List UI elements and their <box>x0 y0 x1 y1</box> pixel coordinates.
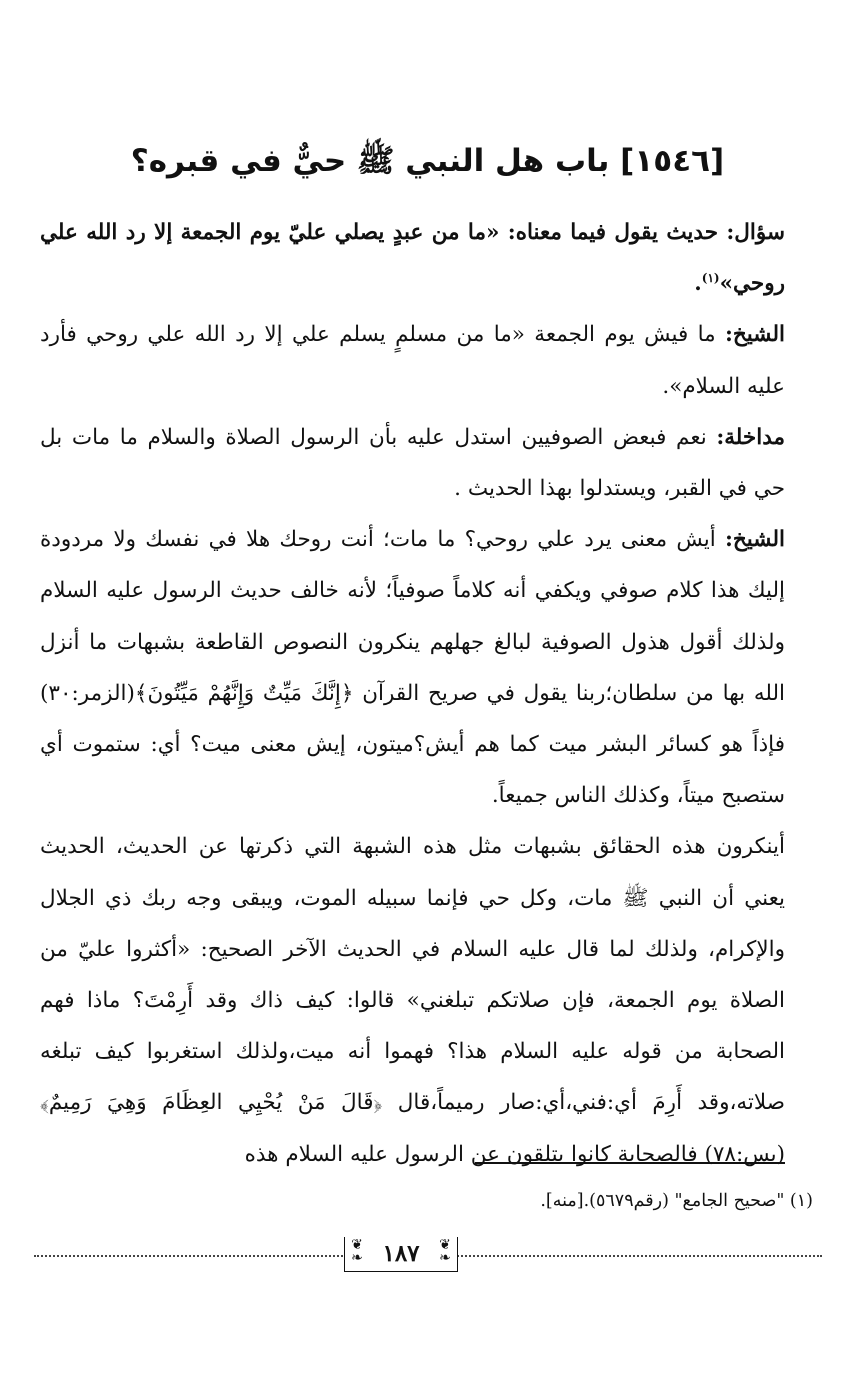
ornament-icon: ❦ ❧ <box>351 1237 363 1266</box>
main-text <box>40 207 815 1180</box>
footnote-separator <box>475 1162 785 1164</box>
page-number: ١٨٧ <box>382 1240 420 1267</box>
speaker-label: الشيخ: <box>724 527 785 553</box>
footnote: (١) "صحيح الجامع" (رقم٥٦٧٩).[منه]. <box>540 1191 813 1211</box>
chapter-title: [١٥٤٦] باب هل النبي ﷺ حيٌّ في قبره؟ <box>130 143 725 179</box>
speaker-label: مداخلة: <box>716 424 785 450</box>
answer-paragraph <box>40 309 815 411</box>
paragraph-text: ما فيش يوم الجمعة «ما من مسلمٍ يسلم علي إلا رد الله علي روحي فأرد عليه السلام». <box>40 322 785 399</box>
paragraph-text: حديث يقول فيما معناه: «ما من عبدٍ يصلي عليّ يوم الجمعة إلا رد الله علي روحي» <box>40 220 785 297</box>
speaker-label: الشيخ: <box>724 322 785 348</box>
question-paragraph <box>40 207 815 309</box>
paragraph-text: نعم فبعض الصوفيين استدل عليه بأن الرسول الصلاة والسلام ما مات بل حي في القبر، ويستدلوا بهذا الحديث . <box>40 424 785 502</box>
answer-paragraph <box>40 514 815 821</box>
continuation-paragraph <box>40 821 815 1179</box>
paragraph-text: أينكرون هذه الحقائق بشبهات مثل هذه الشبهة التي ذكرتها عن الحديث، الحديث يعني أن النبي ﷺ مات، وكل حي فإنما سبيله الموت، ويبقى وجه ربك ذي الجلال والإكرام، ولذلك لما قال عليه السلام في الحديث الآخر الصحيح: «أكثروا عليّ من الصلاة يوم الجمعة، فإن صلاتكم تبلغني» قالوا: كيف ذاك وقد أَرِمْتَ؟ ماذا فهم الصحابة من قوله عليه السلام هذا؟ فهموا أنه ميت،ولذلك استغربوا كيف تبلغه صلاته،وقد أَرِمَ أي:فني،أي:صار رميماً،قال ﴿قَالَ مَنْ يُحْيِي العِظَامَ وَهِيَ رَمِيمٌ﴾(يس:٧٨) فالصحابة كانوا يتلقون عن الرسول عليه السلام هذه <box>40 834 785 1167</box>
intervention-paragraph <box>40 412 815 514</box>
page-number-frame <box>344 1237 458 1272</box>
paragraph-tail: . <box>694 271 702 297</box>
ornament-icon: ❦ ❧ <box>439 1237 451 1266</box>
paragraph-text: أيش معنى يرد علي روحي؟ ما مات؛ أنت روحك هلا في نفسك ولا مردودة إليك هذا كلام صوفي ويكفي أنه كلاماً صوفياً؛ لأنه خالف حديث الرسول عليه السلام ولذلك أقول هذول الصوفية لبالغ جهلهم ينكرون النصوص القاطعة بشبهات ما أنزل الله بها من سلطان؛ربنا يقول في صريح القرآن ﴿إِنَّكَ مَيِّتٌ وَإِنَّهُمْ مَيِّتُونَ﴾(الزمر:٣٠) فإذاً هو كسائر البشر ميت كما هم أيش؟ميتون، إيش معنى ميت؟ أي: ستموت أي ستصبح ميتاً، وكذلك الناس جميعاً. <box>40 527 785 809</box>
speaker-label: سؤال: <box>726 220 785 245</box>
footnote-marker: (١) <box>701 271 720 286</box>
